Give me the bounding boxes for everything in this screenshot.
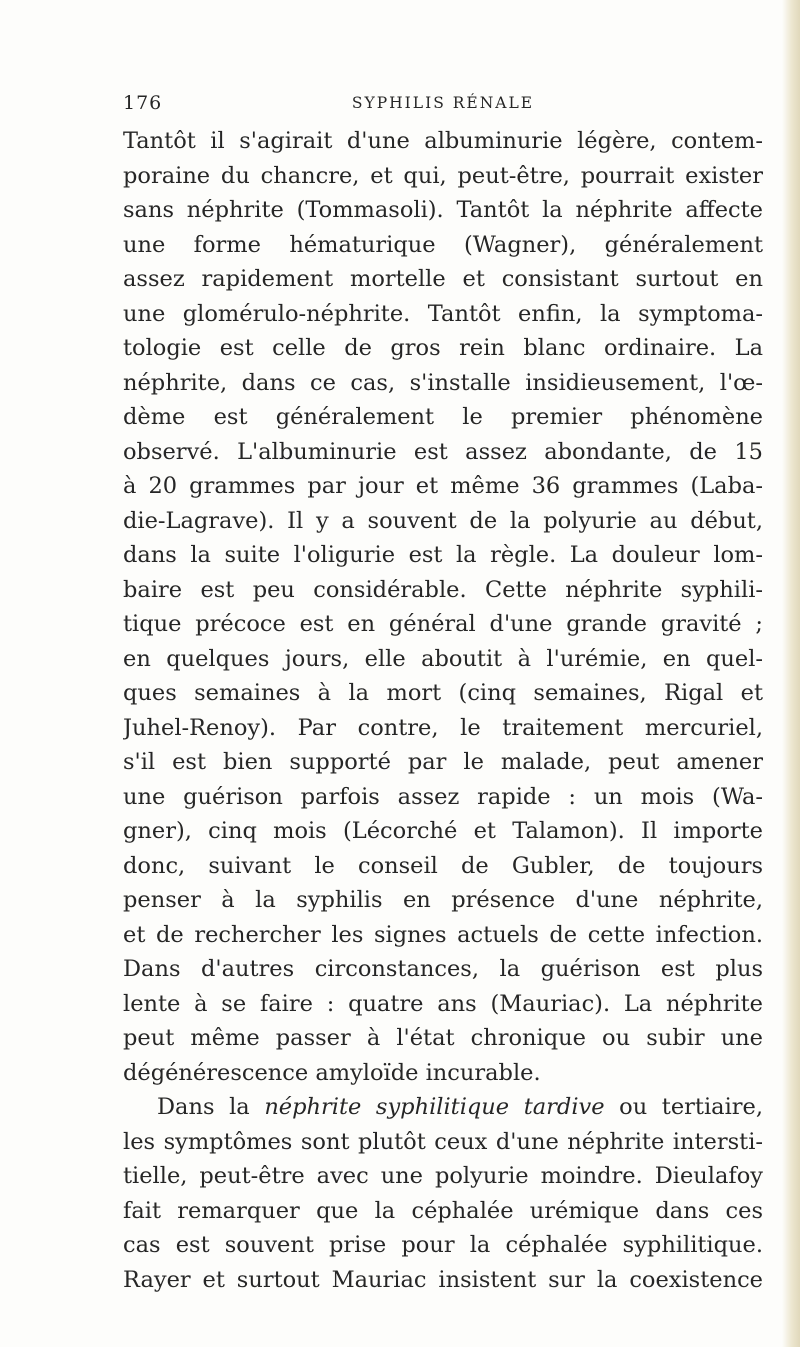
text-line: poraine du chancre, et qui, peut-être, pourrait exister (123, 162, 763, 189)
text-line: Rayer et surtout Mauriac insistent sur la coexistence (123, 1266, 763, 1293)
text-line: dème est généralement le premier phénomène (123, 404, 763, 430)
text-line: tique précoce est en général d'une grande gravité ; (123, 611, 763, 637)
text-line: Tantôt il s'agirait d'une albuminurie légère, contem- (123, 128, 763, 154)
text-line: cas est souvent prise pour la céphalée syphilitique. (123, 1232, 763, 1258)
text-line: néphrite, dans ce cas, s'installe insidieusement, l'œ- (123, 369, 763, 396)
running-title: SYPHILIS RÉNALE (351, 94, 535, 112)
text-line: tielle, peut-être avec une polyurie moindre. Dieulafoy (123, 1163, 763, 1189)
text-line: une guérison parfois assez rapide : un mois (Wa- (123, 783, 763, 810)
text-line: gner), cinq mois (Lécorché et Talamon). Il importe (123, 818, 763, 844)
text-line: une forme hématurique (Wagner), généralement (123, 231, 763, 258)
text-line: dégénérescence amyloïde incurable. (123, 1059, 541, 1086)
text-line: dans la suite l'oligurie est la règle. La douleur lom- (123, 542, 763, 568)
page-header (123, 92, 763, 120)
page-edge-shadow (782, 0, 800, 1347)
text-line: peut même passer à l'état chronique ou subir une (123, 1025, 763, 1051)
text-line: sans néphrite (Tommasoli). Tantôt la néphrite affecte (123, 197, 763, 223)
text-line: et de rechercher les signes actuels de cette infection. (123, 921, 763, 948)
text-line: assez rapidement mortelle et consistant surtout en (123, 266, 763, 292)
body-text (123, 124, 763, 1297)
text-line: penser à la syphilis en présence d'une néphrite, (123, 887, 763, 913)
text-line: observé. L'albuminurie est assez abondante, de 15 (123, 438, 763, 465)
paragraph-lead-rest: ou tertiaire, (604, 1094, 763, 1120)
italic-term: néphrite syphilitique tardive (264, 1094, 605, 1120)
text-line: fait remarquer que la céphalée urémique dans ces (123, 1197, 763, 1224)
text-line: ques semaines à la mort (cinq semaines, Rigal et (123, 680, 763, 706)
text-line: die-Lagrave). Il y a souvent de la polyurie au début, (123, 507, 763, 534)
text-line: une glomérulo-néphrite. Tantôt enfin, la symptoma- (123, 300, 763, 327)
text-line: à 20 grammes par jour et même 36 grammes (Laba- (123, 473, 763, 499)
text-line: baire est peu considérable. Cette néphrite syphili- (123, 576, 763, 603)
text-line: en quelques jours, elle aboutit à l'urémie, en quel- (123, 645, 763, 672)
text-line: s'il est bien supporté par le malade, peut amener (123, 749, 763, 775)
paragraph-start-line (123, 1090, 763, 1125)
text-line: donc, suivant le conseil de Gubler, de toujours (123, 852, 763, 879)
text-line: les symptômes sont plutôt ceux d'une néphrite intersti- (123, 1128, 763, 1155)
text-line: Juhel-Renoy). Par contre, le traitement mercuriel, (123, 714, 763, 741)
text-line: Dans d'autres circonstances, la guérison est plus (123, 956, 763, 982)
text-line: lente à se faire : quatre ans (Mauriac). La néphrite (123, 990, 763, 1017)
paragraph-lead: Dans la (157, 1094, 265, 1120)
page-number: 176 (123, 92, 163, 114)
text-line: tologie est celle de gros rein blanc ordinaire. La (123, 335, 763, 361)
